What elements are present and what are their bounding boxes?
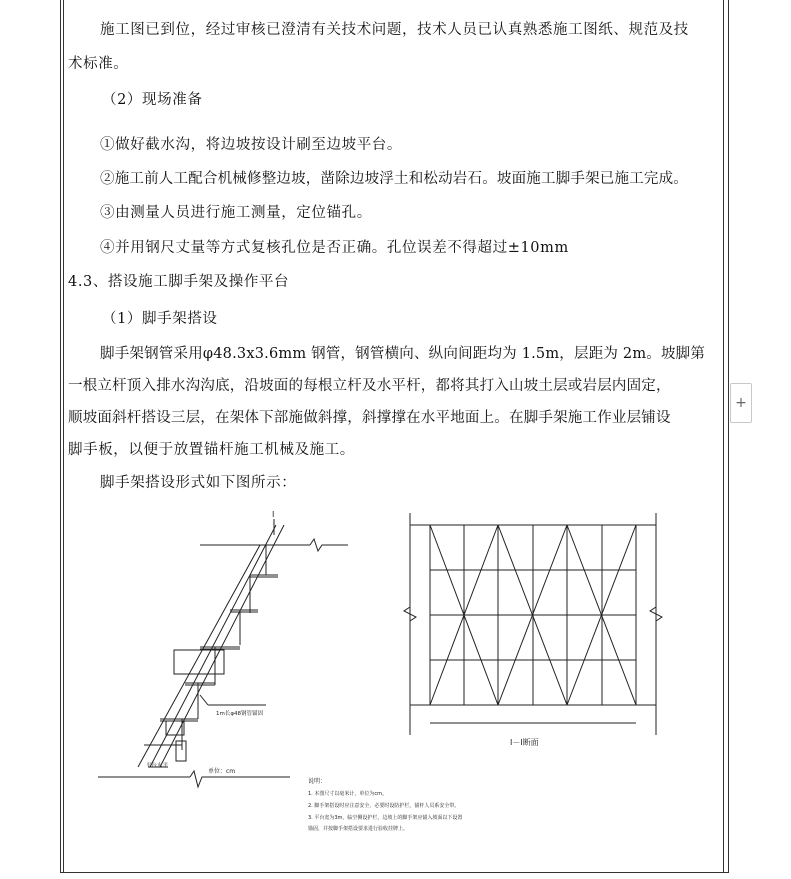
paragraph: 一根立杆顶入排水沟沟底，沿坡面的每根立杆及水平杆，都将其打入山坡土层或岩层内固定， [68, 378, 671, 394]
note-line: 3. 平台宽为3m，临空侧设护栏，边坡上的脚手架应锚入坡面以下设置 [308, 815, 463, 821]
section-heading: 4.3、搭设施工脚手架及操作平台 [68, 274, 290, 290]
section-caption: I－I断面 [510, 738, 539, 747]
add-button[interactable]: + [730, 383, 752, 423]
list-item: ③由测量人员进行施工测量，定位锚孔。 [100, 205, 372, 221]
section-mark-label: I [272, 510, 275, 519]
note-line: 锚固，并按脚手架搭设要求进行验收挂牌上。 [308, 826, 409, 832]
paragraph: 脚手板，以便于放置锚杆施工机械及施工。 [68, 442, 355, 458]
scaffold-drawing [90, 505, 539, 845]
pipe-annotation: 1m长φ48钢管锚固 [216, 711, 263, 717]
paragraph: 施工图已到位，经过审核已澄清有关技术问题，技术人员已认真熟悉施工图纸、规范及技 [100, 22, 689, 38]
subheading: （1）脚手架搭设 [102, 311, 218, 327]
note-line: 2. 脚手架搭设时应注意安全，必要时设防护栏，锚杆人员系安全带。 [308, 803, 460, 809]
paragraph: 术标准。 [68, 56, 129, 72]
note-line: 1. 本图尺寸以毫米计，单位为cm。 [308, 791, 387, 797]
paragraph: 脚手架钢管采用φ48.3x3.6mm 钢管，钢管横向、纵向间距均为 1.5m，层距为 2m。坡脚第 [100, 346, 706, 362]
list-item: ④并用钢尺丈量等方式复核孔位是否正确。孔位误差不得超过±10mm [100, 240, 569, 256]
unit-annotation: 单位：cm [208, 768, 236, 775]
notes-title: 说明： [308, 778, 327, 785]
slope-elevation [98, 519, 348, 787]
paragraph: 脚手架搭设形式如下图所示： [100, 475, 297, 491]
list-item: ②施工前人工配合机械修整边坡，凿除边坡浮土和松动岩石。坡面施工脚手架已施工完成。 [100, 171, 688, 187]
paragraph: 顺坡面斜杆搭设三层，在架体下部施做斜撑，斜撑撑在水平地面上。在脚手架施工作业层铺设 [68, 410, 671, 426]
drawing-notes [308, 777, 462, 832]
page-border-left [63, 0, 64, 872]
page-border-right [723, 0, 724, 872]
list-item: ①做好截水沟，将边坡按设计刷至边坡平台。 [100, 137, 402, 153]
subheading: （2）现场准备 [102, 92, 203, 108]
platform-annotation: 平台水平 [146, 763, 169, 769]
